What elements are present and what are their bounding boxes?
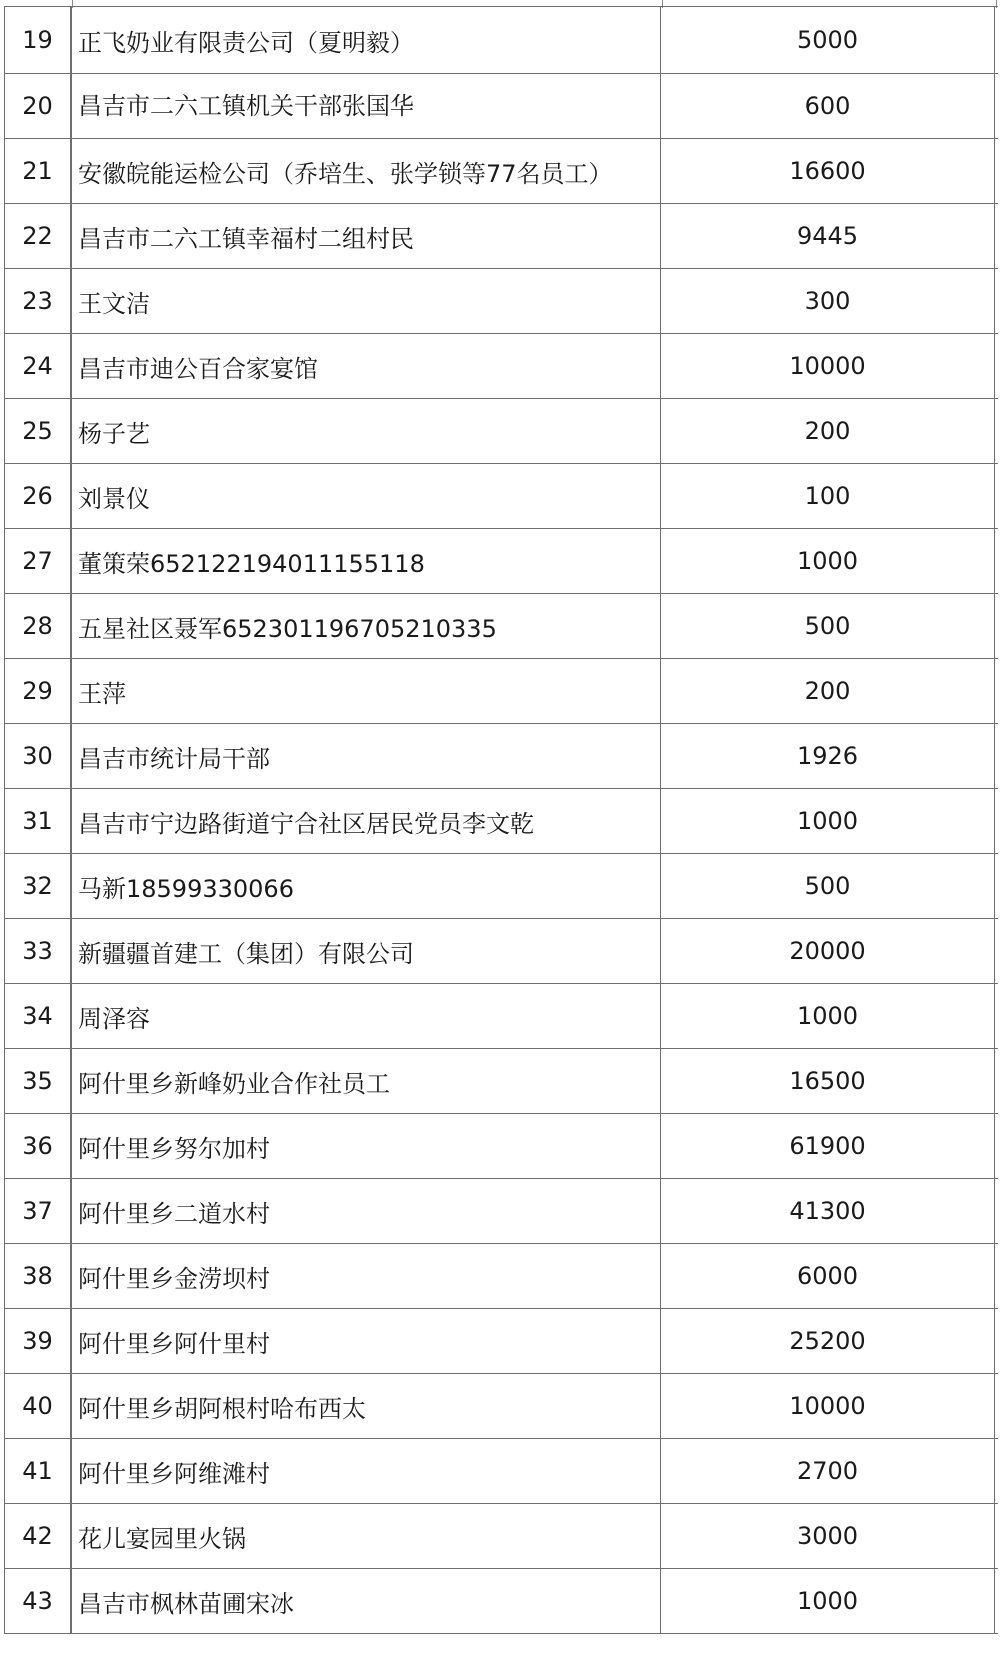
donation-amount: 500	[661, 854, 995, 918]
table-row	[4, 1049, 998, 1114]
row-number: 22	[4, 204, 71, 268]
row-number: 33	[4, 919, 71, 983]
table-row	[4, 724, 998, 789]
row-number: 37	[4, 1179, 71, 1243]
donation-amount: 16600	[661, 139, 995, 203]
row-number: 31	[4, 789, 71, 853]
table-row	[4, 1114, 998, 1179]
donor-name: 周泽容	[71, 984, 661, 1048]
table-row	[4, 139, 998, 204]
donor-name: 马新18599330066	[71, 854, 661, 918]
donor-name: 阿什里乡金涝坝村	[71, 1244, 661, 1308]
donation-amount: 200	[661, 659, 995, 723]
donation-amount: 300	[661, 269, 995, 333]
table-row	[4, 984, 998, 1049]
row-number: 29	[4, 659, 71, 723]
donor-name: 五星社区聂军652301196705210335	[71, 594, 661, 658]
donation-amount: 41300	[661, 1179, 995, 1243]
table-row	[4, 1374, 998, 1439]
donor-name: 阿什里乡胡阿根村哈布西太	[71, 1374, 661, 1438]
donation-amount: 500	[661, 594, 995, 658]
table-row	[4, 1309, 998, 1374]
donor-name: 董策荣652122194011155118	[71, 529, 661, 593]
donation-amount: 1000	[661, 529, 995, 593]
donation-amount: 1000	[661, 1569, 995, 1633]
table-row	[4, 464, 998, 529]
donor-name: 昌吉市二六工镇幸福村二组村民	[71, 204, 661, 268]
row-number: 20	[4, 74, 71, 138]
donation-table	[4, 6, 998, 1634]
donation-amount: 200	[661, 399, 995, 463]
table-row	[4, 789, 998, 854]
table-row	[4, 74, 998, 139]
donation-amount: 5000	[661, 7, 995, 73]
row-number: 32	[4, 854, 71, 918]
table-row	[4, 334, 998, 399]
row-number: 27	[4, 529, 71, 593]
row-number: 23	[4, 269, 71, 333]
row-number: 25	[4, 399, 71, 463]
table-row	[4, 1179, 998, 1244]
donation-amount: 10000	[661, 1374, 995, 1438]
donation-amount: 16500	[661, 1049, 995, 1113]
donor-name: 昌吉市统计局干部	[71, 724, 661, 788]
table-row	[4, 529, 998, 594]
table-row	[4, 399, 998, 464]
row-number: 19	[4, 7, 71, 73]
donation-amount: 61900	[661, 1114, 995, 1178]
donor-name: 安徽皖能运检公司（乔培生、张学锁等77名员工）	[71, 139, 661, 203]
row-number: 36	[4, 1114, 71, 1178]
donor-name: 正飞奶业有限责公司（夏明毅）	[71, 7, 661, 73]
donation-amount: 100	[661, 464, 995, 528]
donor-name: 阿什里乡新峰奶业合作社员工	[71, 1049, 661, 1113]
table-row	[4, 1569, 998, 1634]
donation-amount: 1000	[661, 984, 995, 1048]
donor-name: 阿什里乡努尔加村	[71, 1114, 661, 1178]
table-row	[4, 594, 998, 659]
donation-amount: 9445	[661, 204, 995, 268]
donor-name: 阿什里乡阿什里村	[71, 1309, 661, 1373]
table-row	[4, 659, 998, 724]
table-row	[4, 269, 998, 334]
table-row	[4, 7, 998, 74]
row-number: 41	[4, 1439, 71, 1503]
row-number: 30	[4, 724, 71, 788]
row-number: 43	[4, 1569, 71, 1633]
donor-name: 刘景仪	[71, 464, 661, 528]
row-number: 21	[4, 139, 71, 203]
donation-amount: 10000	[661, 334, 995, 398]
row-number: 39	[4, 1309, 71, 1373]
donor-name: 王萍	[71, 659, 661, 723]
donation-amount: 6000	[661, 1244, 995, 1308]
donor-name: 阿什里乡阿维滩村	[71, 1439, 661, 1503]
donor-name: 昌吉市宁边路街道宁合社区居民党员李文乾	[71, 789, 661, 853]
donation-amount: 25200	[661, 1309, 995, 1373]
table-row	[4, 854, 998, 919]
table-row	[4, 1439, 998, 1504]
donor-name: 昌吉市迪公百合家宴馆	[71, 334, 661, 398]
donor-name: 阿什里乡二道水村	[71, 1179, 661, 1243]
row-number: 42	[4, 1504, 71, 1568]
table-row	[4, 919, 998, 984]
donation-amount: 1000	[661, 789, 995, 853]
row-number: 24	[4, 334, 71, 398]
row-number: 26	[4, 464, 71, 528]
donation-amount: 20000	[661, 919, 995, 983]
donor-name: 王文洁	[71, 269, 661, 333]
donor-name: 杨子艺	[71, 399, 661, 463]
row-number: 28	[4, 594, 71, 658]
donation-amount: 2700	[661, 1439, 995, 1503]
row-number: 35	[4, 1049, 71, 1113]
donation-amount: 1926	[661, 724, 995, 788]
donor-name: 花儿宴园里火锅	[71, 1504, 661, 1568]
table-row	[4, 1504, 998, 1569]
donor-name: 昌吉市枫林苗圃宋冰	[71, 1569, 661, 1633]
row-number: 38	[4, 1244, 71, 1308]
donor-name: 新疆疆首建工（集团）有限公司	[71, 919, 661, 983]
row-number: 40	[4, 1374, 71, 1438]
row-number: 34	[4, 984, 71, 1048]
table-row	[4, 204, 998, 269]
donation-amount: 600	[661, 74, 995, 138]
table-row	[4, 1244, 998, 1309]
donor-name: 昌吉市二六工镇机关干部张国华	[71, 74, 661, 138]
donation-amount: 3000	[661, 1504, 995, 1568]
